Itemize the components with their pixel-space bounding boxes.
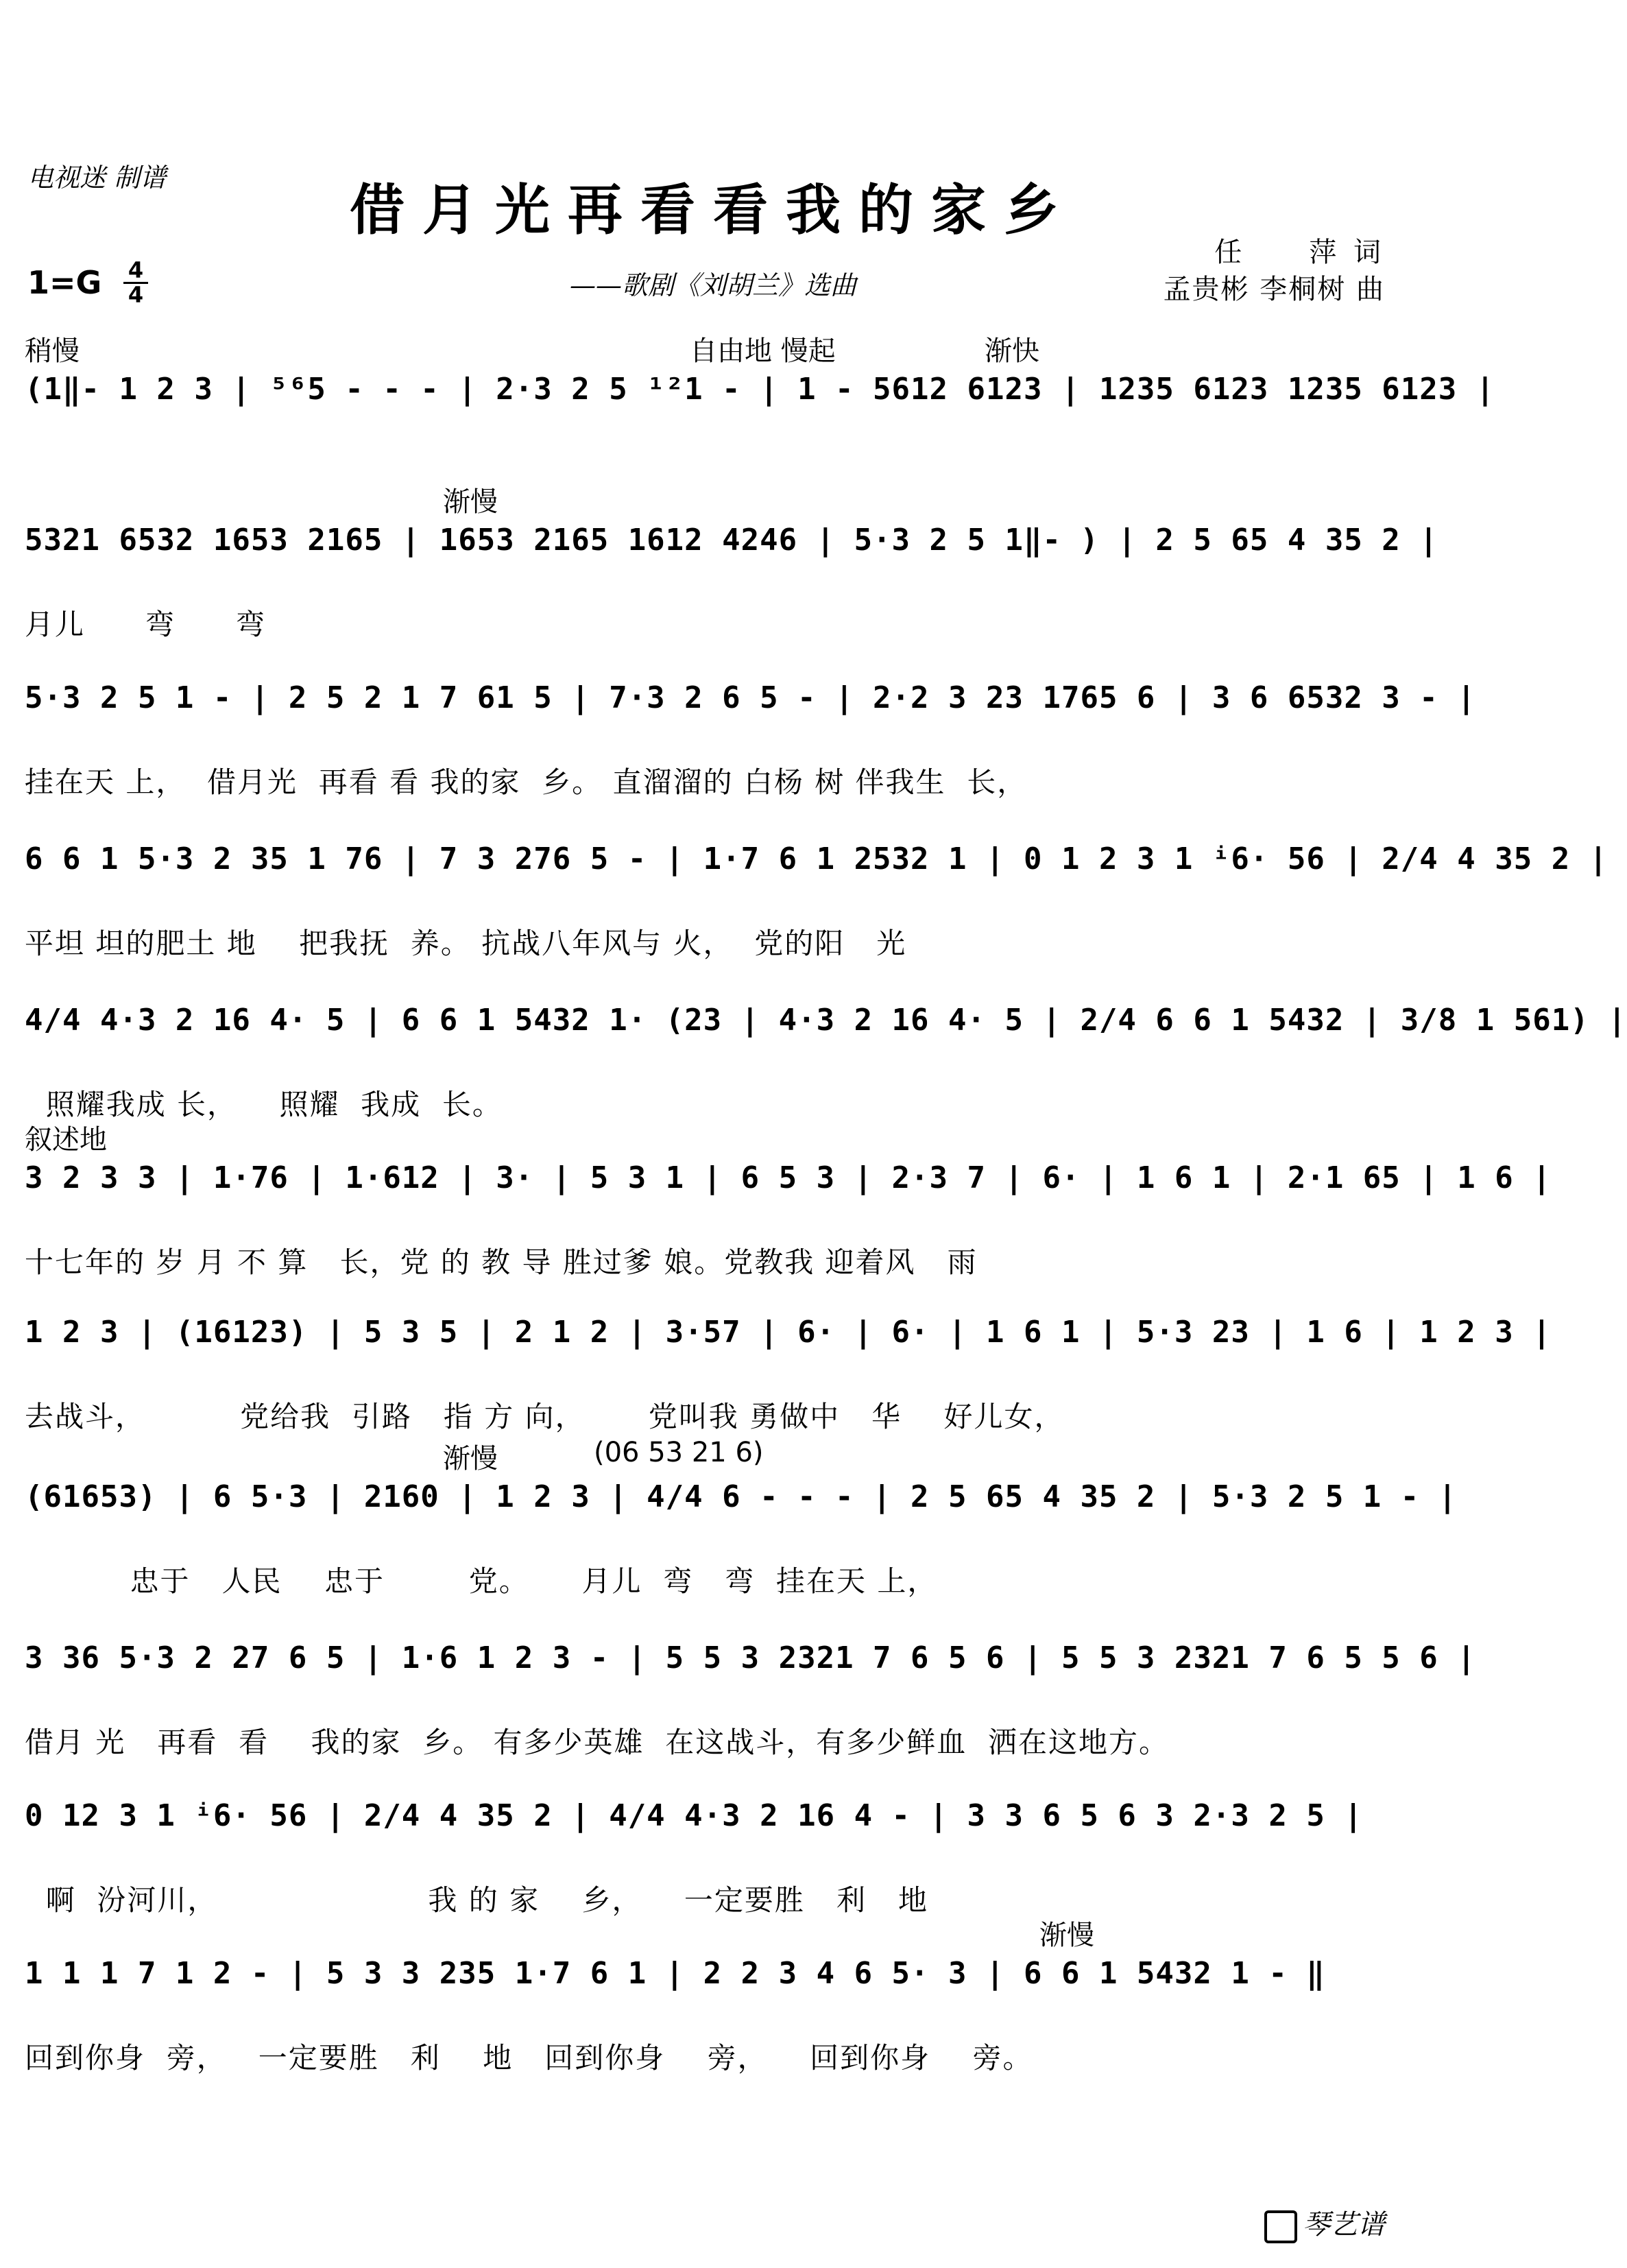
lyricist-credit: 任 萍 词 xyxy=(1214,237,1385,268)
lyrics-line: 去战斗， 党给我 引路 指 方 向， 党叫我 勇做中 华 好儿女， xyxy=(25,1400,1065,1433)
tempo-marking: 渐慢 xyxy=(443,1443,498,1475)
credit-text: 电视迷 制谱 xyxy=(27,163,167,193)
lyrics-line: 月儿 弯 弯 xyxy=(25,608,267,641)
notation-line: 4/4 4·3 2 16 4· 5 | 6 6 1 5432 1· (23 | 4·3 2 16 4· 5 | 2/4 6 6 1 5432 | 3/8 1 561) | xyxy=(25,1003,1627,1038)
notation-line: 5·3 2 5 1 - | 2 5 2 1 7 61 5 | 7·3 2 6 5 - | 2·2 3 23 1765 6 | 3 6 6532 3 - | xyxy=(25,680,1476,715)
key-signature: 1=G xyxy=(27,264,102,301)
notation-line: 5321 6532 1653 2165 | 1653 2165 1612 4246 | 5·3 2 5 1‖- ) | 2 5 65 4 35 2 | xyxy=(25,523,1438,558)
notation-line: 3 36 5·3 2 27 6 5 | 1·6 1 2 3 - | 5 5 3 2321 7 6 5 6 | 5 5 3 2321 7 6 5 5 6 | xyxy=(25,1640,1476,1675)
logo-mark-icon xyxy=(1264,2210,1297,2243)
time-signature xyxy=(123,259,148,307)
notation-line: 3 2 3 3 | 1·76 | 1·612 | 3· | 5 3 1 | 6 5 3 | 2·3 7 | 6· | 1 6 1 | 2·1 65 | 1 6 | xyxy=(25,1160,1552,1195)
song-title: 借月光再看看我的家乡 xyxy=(350,178,1076,242)
notation-line: (61653) | 6 5·3 | 2160 | 1 2 3 | 4/4 6 - - - | 2 5 65 4 35 2 | 5·3 2 5 1 - | xyxy=(25,1479,1458,1514)
lyrics-line: 挂在天 上， 借月光 再看 看 我的家 乡。 直溜溜的 白杨 树 伴我生 长， xyxy=(25,765,1028,799)
meter-top: 4 xyxy=(123,259,148,284)
meter-bottom: 4 xyxy=(128,282,144,308)
notation-line: 0 12 3 1 ⁱ6· 56 | 2/4 4 35 2 | 4/4 4·3 2 16 4 - | 3 3 6 5 6 3 2·3 2 5 | xyxy=(25,1798,1363,1833)
lyrics-line: 回到你身 旁， 一定要胜 利 地 回到你身 旁， 回到你身 旁。 xyxy=(25,2041,1033,2075)
notation-line: 1 2 3 | (16123) | 5 3 5 | 2 1 2 | 3·57 | 6· | 6· | 1 6 1 | 5·3 23 | 1 6 | 1 2 3 | xyxy=(25,1315,1552,1350)
lyrics-line: 平坦 坦的肥土 地 把我抚 养。 抗战八年风与 火， 党的阳 光 xyxy=(25,927,907,960)
tempo-marking: 叙述地 xyxy=(25,1124,107,1156)
notation-line: 1 1 1 7 1 2 - | 5 3 3 235 1·7 6 1 | 2 2 3 4 6 5· 3 | 6 6 1 5432 1 - ‖ xyxy=(25,1956,1325,1991)
tempo-marking: 渐快 xyxy=(985,335,1039,367)
logo-text: 琴艺谱 xyxy=(1303,2209,1385,2241)
tempo-marking: 稍慢 xyxy=(25,335,80,367)
tempo-marking: 自由地 慢起 xyxy=(690,335,836,367)
tempo-marking: 渐慢 xyxy=(443,486,498,518)
lyrics-line: 忠于 人民 忠于 党。 月儿 弯 弯 挂在天 上， xyxy=(25,1564,938,1598)
tempo-marking: 渐慢 xyxy=(1039,1920,1094,1951)
site-logo xyxy=(1264,2203,1385,2243)
tempo-marking: (06 53 21 6) xyxy=(594,1437,764,1468)
notation-line: (1‖- 1 2 3 | ⁵⁶5 - - - | 2·3 2 5 ¹²1 - | 1 - 5612 6123 | 1235 6123 1235 6123 | xyxy=(25,372,1495,407)
notation-line: 6 6 1 5·3 2 35 1 76 | 7 3 276 5 - | 1·7 6 1 2532 1 | 0 1 2 3 1 ⁱ6· 56 | 2/4 4 35 2 | xyxy=(25,841,1608,876)
lyrics-line: 啊 汾河川， 我 的 家 乡， 一定要胜 利 地 xyxy=(25,1883,929,1917)
lyrics-line: 十七年的 岁 月 不 算 长，党 的 教 导 胜过爹 娘。党教我 迎着风 雨 xyxy=(25,1245,978,1279)
lyrics-line: 借月 光 再看 看 我的家 乡。 有多少英雄 在这战斗，有多少鲜血 洒在这地方。 xyxy=(25,1726,1169,1759)
composer-credit: 孟贵彬 李桐树 曲 xyxy=(1163,274,1385,305)
lyrics-line: 照耀我成 长， 照耀 我成 长。 xyxy=(25,1088,503,1121)
song-subtitle: ——歌剧《刘胡兰》选曲 xyxy=(569,270,856,300)
